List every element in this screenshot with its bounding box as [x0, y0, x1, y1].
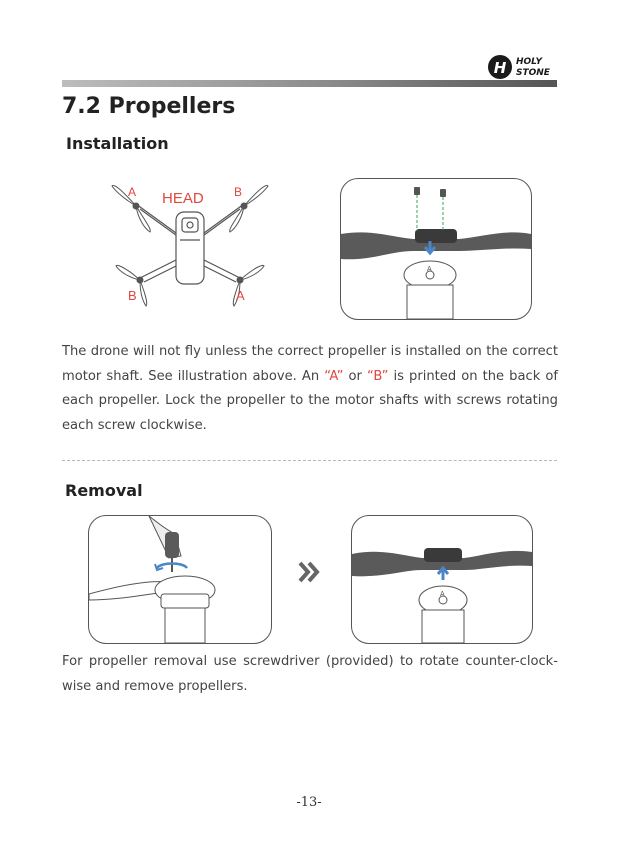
header-rule: [62, 80, 557, 87]
double-chevron-right-icon: [298, 560, 320, 584]
motor-label-removal: A: [440, 591, 445, 598]
label-b-top: B: [234, 185, 243, 199]
install-text-part1: The drone will not fly unless the correct propeller is installed on the correct motor shaft. See illustration above. An: [62, 344, 558, 384]
svg-text:H: H: [493, 59, 507, 77]
label-head: HEAD: [162, 190, 204, 207]
installation-heading: Installation: [66, 134, 169, 153]
logo-brand-line1: HOLY: [516, 57, 543, 67]
removal-detached-propeller-illustration: [351, 515, 533, 644]
motor-label-install: A: [427, 266, 432, 273]
propeller-installation-illustration: [340, 178, 532, 320]
removal-heading: Removal: [65, 481, 143, 500]
section-divider: [62, 460, 557, 461]
holy-stone-logo: [482, 50, 566, 82]
page-number: -13-: [296, 795, 322, 810]
quote-a: “A”: [324, 368, 344, 384]
quote-b: “B”: [366, 368, 389, 384]
label-a-bottom: A: [236, 288, 245, 303]
label-a-top: A: [128, 185, 137, 199]
section-title: 7.2 Propellers: [62, 94, 236, 119]
logo-brand-line2: STONE: [516, 68, 550, 78]
removal-screwdriver-illustration: [88, 515, 272, 644]
install-text-part3: is printed on the back of each propeller. Lock the propeller to the motor shafts with screws rotating each screw clockwise.: [62, 368, 558, 433]
label-b-bottom: B: [128, 288, 137, 303]
install-text-part2: or: [343, 368, 367, 384]
removal-paragraph: For propeller removal use screwdriver (provided) to rotate counter-clock-wise and remove propellers.: [62, 654, 558, 694]
drone-top-view-diagram: [110, 178, 270, 308]
installation-paragraph: [62, 340, 558, 438]
